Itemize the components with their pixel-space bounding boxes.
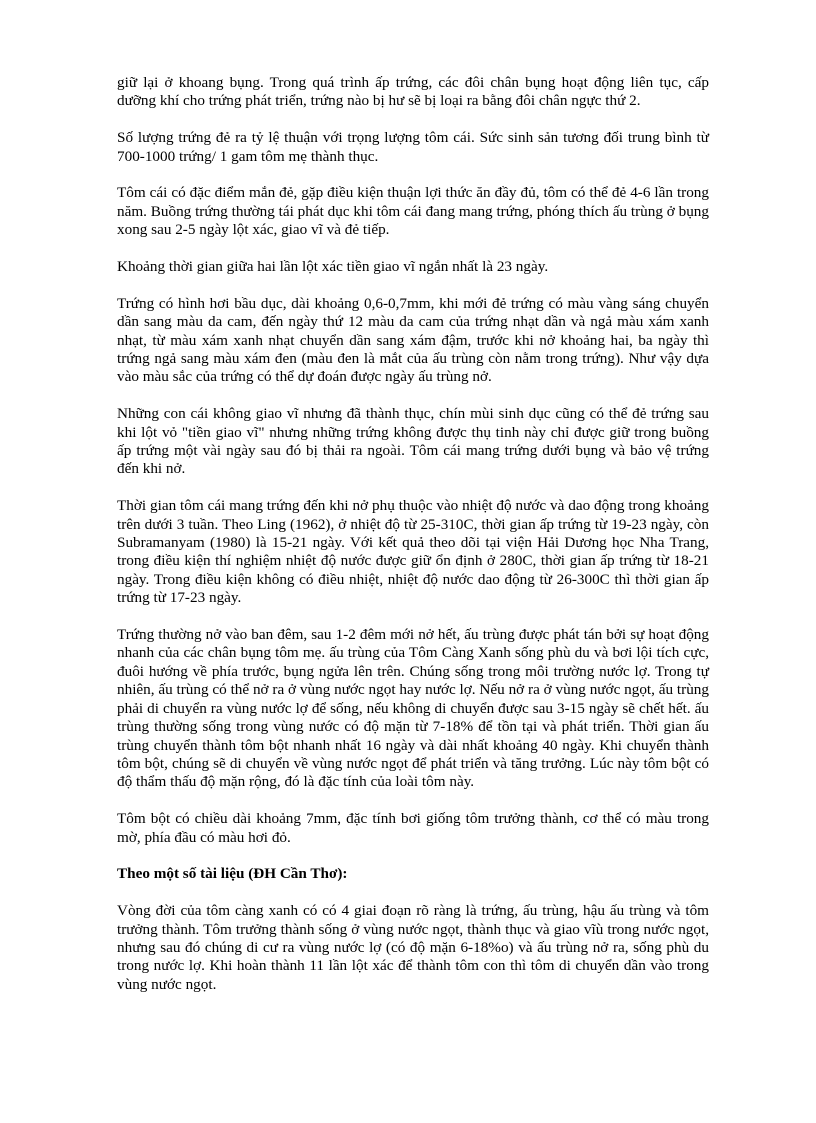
paragraph-larvae: Trứng thường nở vào ban đêm, sau 1-2 đêm mới nở hết, ấu trùng được phát tán bởi sự hoạt động nhanh của các chân bụng tôm mẹ. ấu trùng của Tôm Càng Xanh sống phù du và bơi lội tích cực, đuôi hướng về phía trước, bụng ngửa lên trên. Chúng sống trong môi trường nước lợ. Trong tự nhiên, ấu trùng có thể nở ra ở vùng nước ngọt hay nước lợ. Nếu nở ra ở vùng nước ngọt, ấu trùng phải di chuyển ra vùng nước lợ để sống, nếu không di chuyển được sau 3-15 ngày sẽ chết hết. ấu trùng thường sống trong vùng nước có độ mặn từ 7-18% để tồn tại và phát triển. Thời gian ấu trùng chuyển thành tôm bột nhanh nhất 16 ngày và dài nhất khoảng 40 ngày. Khi chuyển thành tôm bột, chúng sẽ di chuyển về vùng nước ngọt để phát triển và tăng trưởng. Lúc này tôm bột có độ thẩm thấu độ mặn rộng, đó là đặc tính của loài tôm này. bbox=[117, 626, 709, 791]
section-heading: Theo một số tài liệu (ĐH Cần Thơ): bbox=[117, 865, 348, 883]
paragraph-molt-interval: Khoảng thời gian giữa hai lần lột xác tiền giao vĩ ngắn nhất là 23 ngày. bbox=[117, 258, 549, 276]
paragraph-egg-color: Trứng có hình hơi bầu dục, dài khoảng 0,6-0,7mm, khi mới đẻ trứng có màu vàng sáng chuyển dần sang màu da cam, đến ngày thứ 12 màu da cam của trứng nhạt dần và ngả màu xám xanh nhạt, từ màu xám xanh nhạt chuyển dần sang xám đậm, trước khi nở khoảng hai, ba ngày thì trứng ngả sang màu xám đen (màu đen là mắt của ấu trùng còn nằm trong trứng). Như vậy dựa vào màu sắc của trứng có thể dự đoán được ngày ấu trùng nở. bbox=[117, 294, 709, 386]
paragraph-postlarvae: Tôm bột có chiều dài khoảng 7mm, đặc tính bơi giống tôm trưởng thành, cơ thể có màu trong mờ, phía đầu có màu hơi đỏ. bbox=[117, 810, 709, 846]
paragraph-unfertilized-eggs: Những con cái không giao vĩ nhưng đã thành thục, chín mùi sinh dục cũng có thể đẻ trứng sau khi lột vỏ "tiền giao vĩ" nhưng những trứng không được thụ tinh này chỉ được giữ trong buồng ấp trứng một vài ngày sau đó bị thải ra ngoài. Tôm cái mang trứng dưới bụng và bảo vệ trứng đến khi nở. bbox=[117, 405, 709, 478]
paragraph-incubation-time: Thời gian tôm cái mang trứng đến khi nở phụ thuộc vào nhiệt độ nước và dao động trong khoảng trên dưới 3 tuần. Theo Ling (1962), ở nhiệt độ từ 25-310C, thời gian ấp trứng từ 19-23 ngày, còn Subramanyam (1980) là 15-21 ngày. Với kết quả theo dõi tại viện Hải Dương học Nha Trang, trong điều kiện thí nghiệm nhiệt độ nước được giữ ổn định ở 280C, thời gian ấp trứng từ 18-21 ngày. Trong điều kiện không có điều nhiệt, nhiệt độ nước dao động từ 26-300C thì thời gian ấp trứng từ 17-23 ngày. bbox=[117, 497, 709, 607]
document-page bbox=[117, 74, 709, 1013]
paragraph-egg-count: Số lượng trứng đẻ ra tỷ lệ thuận với trọng lượng tôm cái. Sức sinh sản tương đối trung bình từ 700-1000 trứng/ 1 gam tôm mẹ thành thục. bbox=[117, 129, 709, 165]
paragraph-life-cycle: Vòng đời của tôm càng xanh có có 4 giai đoạn rõ ràng là trứng, ấu trùng, hậu ấu trùng và tôm trưởng thành. Tôm trưởng thành sống ở vùng nước ngọt, thành thục và giao vĩù trong nước ngọt, nhưng sau đó chúng di cư ra vùng nước lợ (có độ mặn 6-18%o) và ấu trùng nở ra, sống phù du trong nước lợ. Khi hoàn thành 11 lần lột xác để thành tôm con thì tôm di chuyển dần vào trong vùng nước ngọt. bbox=[117, 902, 709, 993]
paragraph-incubation: giữ lại ở khoang bụng. Trong quá trình ấp trứng, các đôi chân bụng hoạt động liên tục, cấp dưỡng khí cho trứng phát triển, trứng nào bị hư sẽ bị loại ra bằng đôi chân ngực thứ 2. bbox=[117, 74, 709, 110]
paragraph-spawning-frequency: Tôm cái có đặc điểm mắn đẻ, gặp điều kiện thuận lợi thức ăn đầy đủ, tôm có thể đẻ 4-6 lần trong năm. Buồng trứng thường tái phát dục khi tôm cái đang mang trứng, phóng thích ấu trùng ở bụng xong sau 2-5 ngày lột xác, giao vĩ và đẻ tiếp. bbox=[117, 184, 709, 239]
